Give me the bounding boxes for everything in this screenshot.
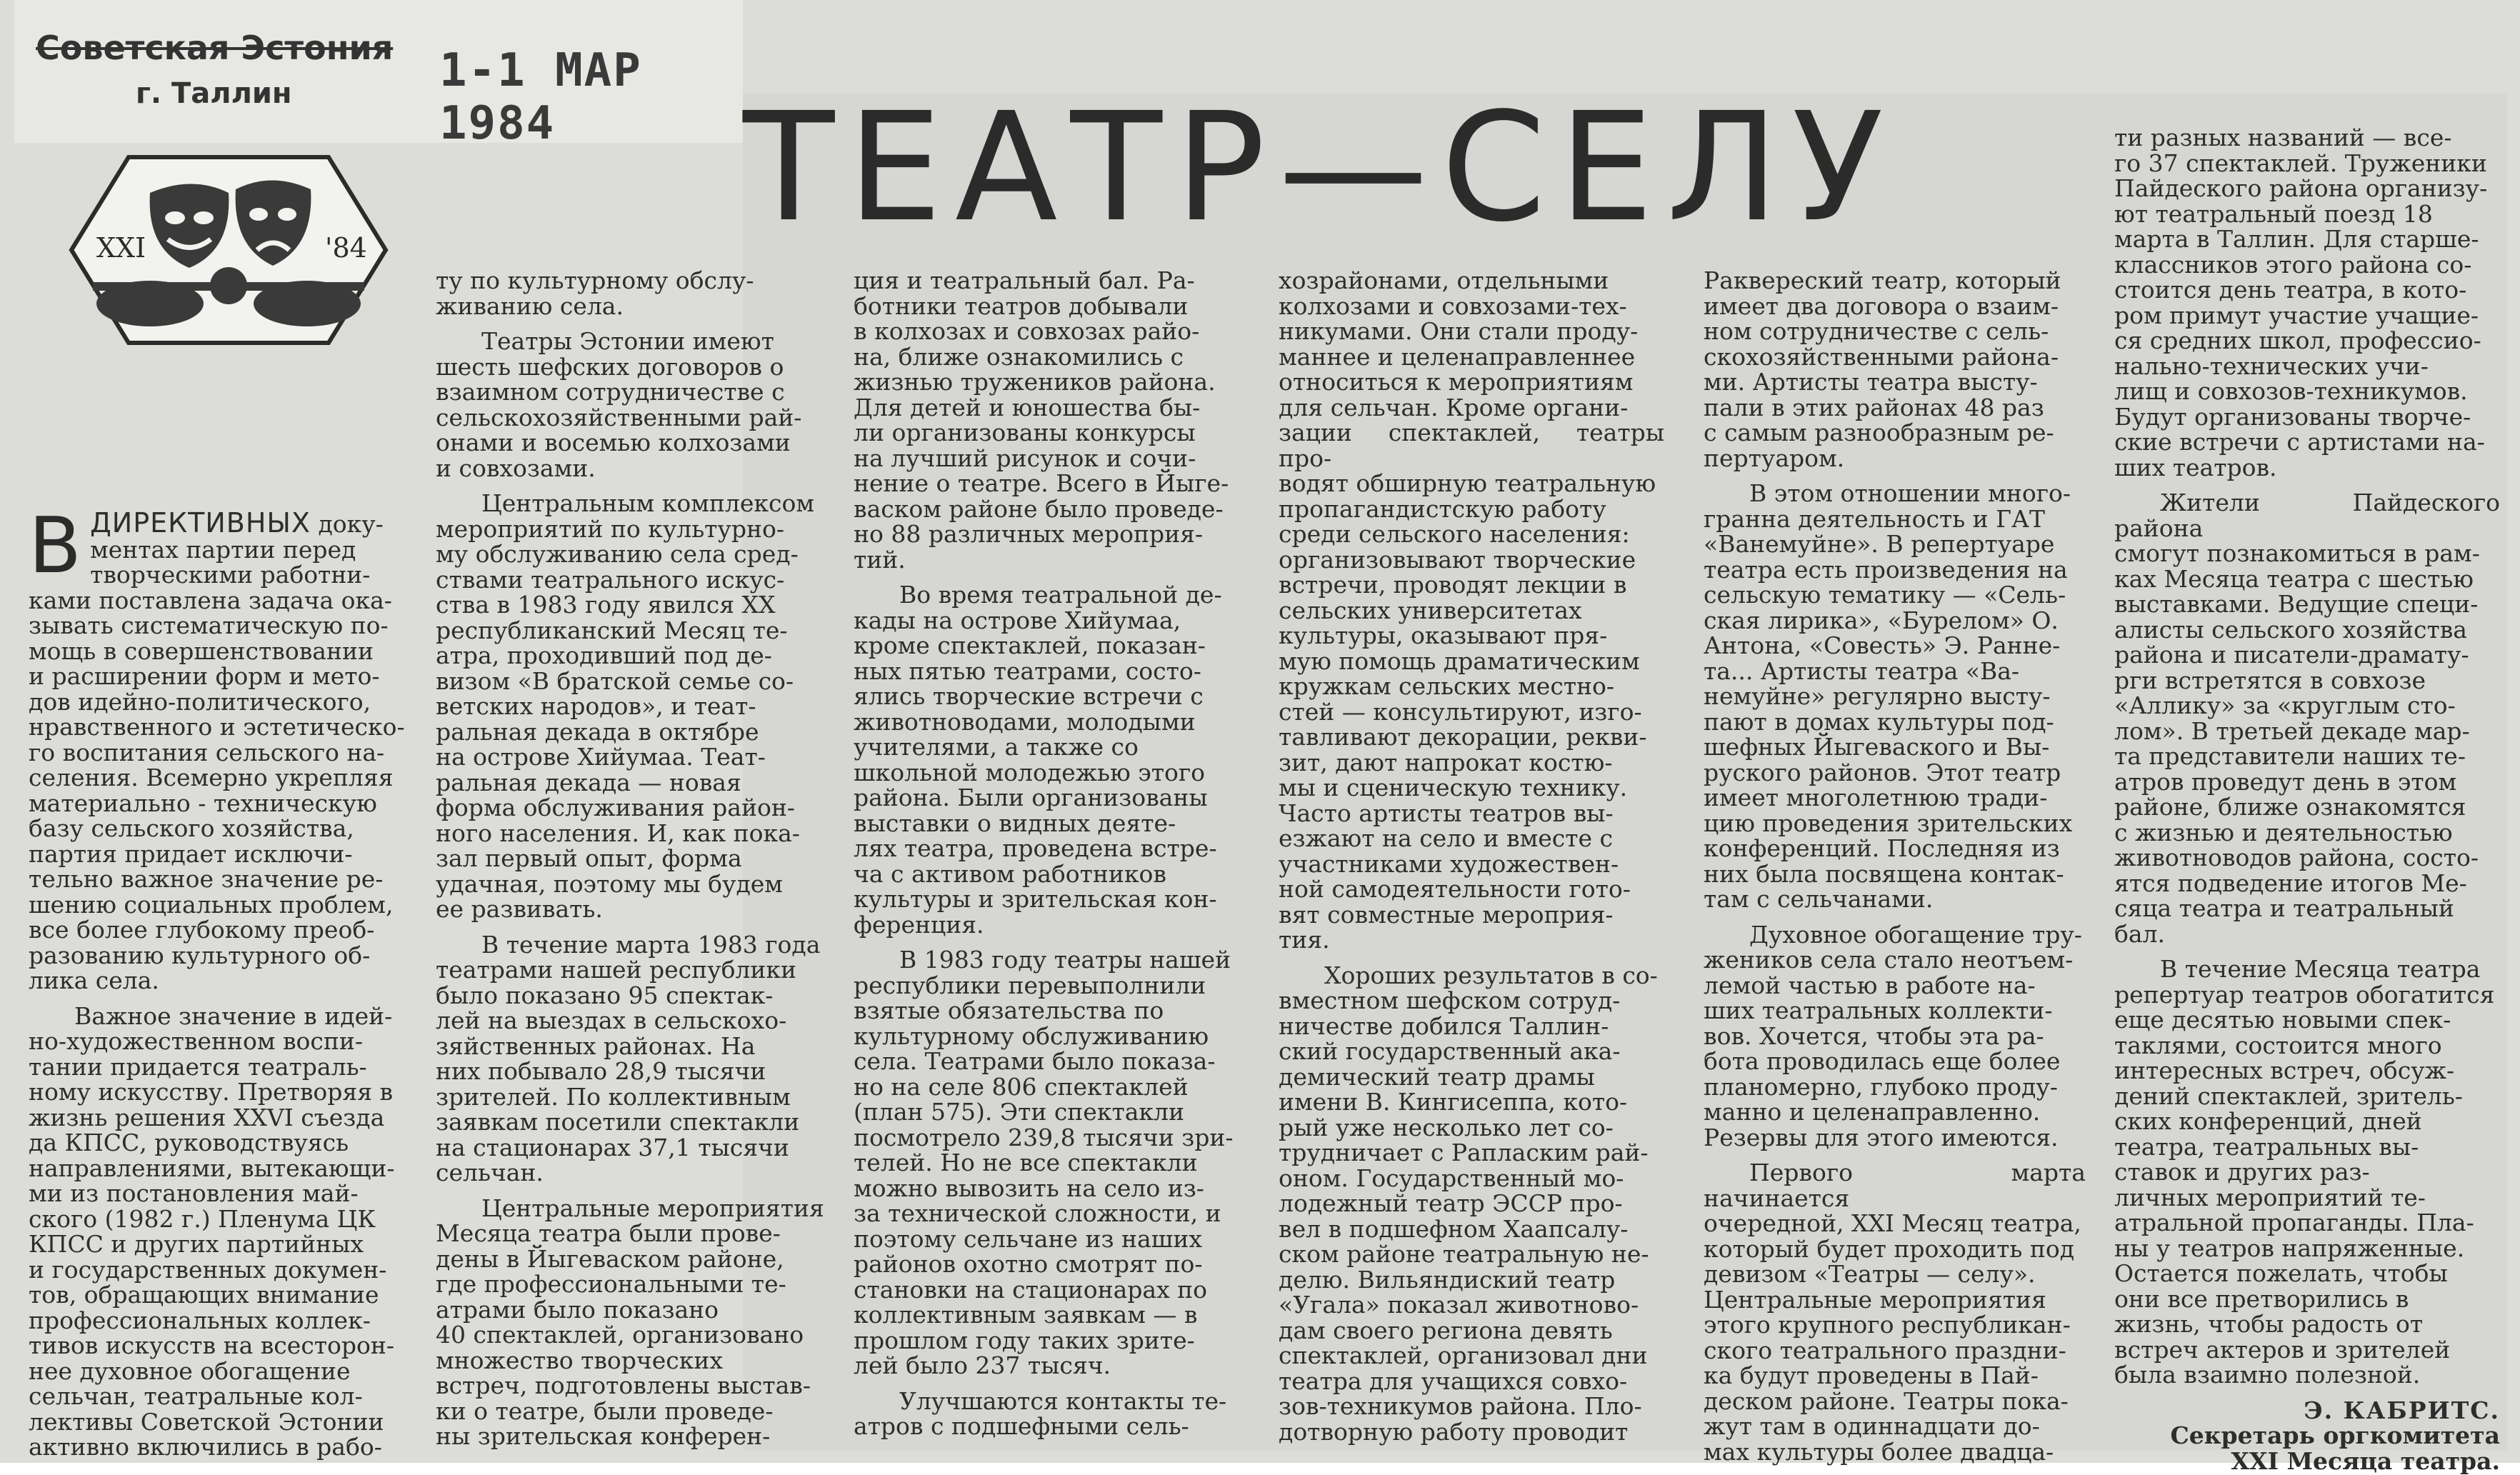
- article-paragraph: ту по культурному обслу- живанию села.: [436, 266, 754, 320]
- article-column-2: [436, 268, 825, 1454]
- article-paragraph: Театры Эстонии имеют шесть шефских договоров о взаимном сотрудничестве с сельскохозяйственными рай- онами и восемью колхозами и совхозами.: [436, 327, 802, 482]
- article-paragraph: ция и театральный бал. Ра- ботники театров добывали в колхозах и совхозах райо- на, ближе ознакомились с жизнью тружеников района. Для детей и юношества бы- ли организованы конкурсы на лучший рисунок и сочи- нение о театре. Всего в Йыге- васком районе было проведе- но 88 различных мероприя- тий.: [854, 266, 1229, 574]
- paragraph-text: доку- ментах партии перед творческими работни- ками поставлена задача ока- зывать систематическую по- мощь в совершенствовании и расширении форм и мето- дов идейно-политического, нравственного и эстетическо- го воспитания сельского на- селения. Всемерно укрепляя материально - техническую базу сельского хозяйства, партия придает исключи- тельно важное значение ре- шению социальных проблем, все более глубокому преоб- разованию культурного об- лика села.: [29, 510, 405, 994]
- theatre-masks-musician-icon: [29, 143, 429, 350]
- article-headline: ТЕАТР—СЕЛУ: [743, 80, 1896, 255]
- article-paragraph: Духовное обогащение тру- жеников села стало неотъем- лемой частью в работе на- ших театральных коллекти- вов. Хочется, чтобы эта ра- бота проводилась еще более планомерно, глубоко проду- манно и целенаправленно. Резервы для этого имеются.: [1704, 920, 2082, 1151]
- article-paragraph: [29, 501, 414, 994]
- signature-title: XXI Месяца театра.: [2231, 1446, 2500, 1475]
- stamp-newspaper-name: Советская Эстония: [36, 29, 394, 67]
- stamp-city: г. Таллин: [136, 77, 292, 110]
- article-column-6: [2114, 124, 2500, 1475]
- article-paragraph: Первого марта начинается очередной, XXI Месяц театра, который будет проходить под девизом «Театры — селу». Центральные мероприятия этого крупного республикан- ского театрального праздни- ка будут проведены в Пай- деском районе. Театры пока- жут там в одиннадцати до- мах культуры более двадца-: [1704, 1159, 2086, 1466]
- article-paragraph: Во время театральной де- кады на острове Хийумаа, кроме спектаклей, показан- ных пятью театрами, состо- ялись творческие встречи с животноводами, молодыми учителями, а также со школьной молодежью этого района. Были организованы выставки о видных деяте- лях театра, проведена встре- ча с активом работников культуры и зрительская кон- ференция.: [854, 581, 1222, 939]
- emblem-right-text: '84: [325, 232, 367, 264]
- clipping-stamp: [14, 0, 743, 150]
- article-paragraph: Важное значение в идей- но-художественном воспи- тании придается театраль- ному искусству. Претворяя в жизнь решения XXVI съезда да КПСС, руководствуясь направлениями, вытекающи- ми из постановления май- ского (1982 г.) Пленума ЦК КПСС и других партийных и государственных докумен- тов, обращающих внимание профессиональных коллек- тивов искусств на всесторон- нее духовное обогащение сельчан, театральные кол- лективы Советской Эстонии активно включились в рабо-: [29, 1001, 395, 1461]
- article-paragraph: Хороших результатов в со- вместном шефском сотруд- ничестве добился Таллин- ский государственный ака- демический театр драмы имени В. Кингисеппа, кото- рый уже несколько лет со- трудничает с Рапласким рай- оном. Государственный мо- лодежный театр ЭССР про- вел в подшефном Хаапсалу- ском районе театральную не- делю. Вильяндиский театр «Угала» показал животново- дам своего региона девять спектаклей, организовал дни театра для учащихся совхо- зов-техникумов района. Пло- дотворную работу проводит: [1279, 961, 1658, 1446]
- dropcap-letter: В: [29, 501, 82, 591]
- article-paragraph: Раквереский театр, который имеет два договора о взаим- ном сотрудничестве с сель- скохозяйственными района- ми. Артисты театра высту- пали в этих районах 48 раз с самым разнообразным ре- пертуаром.: [1704, 266, 2061, 472]
- article-paragraph: ти разных названий — все- го 37 спектаклей. Труженики Пайдеского района организу- ют театральный поезд 18 марта в Таллин. Для старше- классников этого района со- стоится день театра, в кото- ром примут участие учащие- ся средних школ, профессио- нально-технических учи- лищ и совхозов-техникумов. Будут организованы творче- ские встречи с артистами на- ших театров.: [2114, 124, 2488, 481]
- article-paragraph: В 1983 году театры нашей республики перевыполнили взятые обязательства по культурному обслуживанию села. Театрами было показа- но на селе 806 спектаклей (план 575). Эти спектакли посмотрело 239,8 тысячи зри- телей. Но не все спектакли можно вывозить на село из- за технической сложности, и поэтому сельчане из наших районов охотно смотрят по- становки на стационарах по коллективным заявкам — в прошлом году таких зрите- лей было 237 тысяч.: [854, 946, 1234, 1379]
- signature-name: Э. КАБРИТС.: [2304, 1396, 2500, 1424]
- article-paragraph: Жители Пайдеского района смогут познакомиться в рам- ках Месяца театра с шестью выставками. Ведущие специ- алисты сельского хозяйства района и писатели-драмату- рги встретятся в совхозе «Аллику» за «круглым сто- лом». В третьей декаде мар- та представители наших те- атров проведут день в этом районе, ближе ознакомятся с жизнью и деятельностью животноводов района, состо- ятся подведение итогов Ме- сяца театра и театральный бал.: [2114, 489, 2500, 948]
- emblem-left-text: XXI: [96, 232, 146, 264]
- article-column-4: [1279, 268, 1664, 1454]
- article-column-5: [1704, 266, 2086, 1466]
- article-paragraph: В течение марта 1983 года театрами нашей республики было показано 95 спектак- лей на выездах в сельскохо- зяйственных районах. На них побывало 28,9 тысячи зрителей. По коллективным заявкам посетили спектакли на стационарах 37,1 тысячи сельчан.: [436, 930, 821, 1186]
- article-paragraph: В этом отношении много- гранна деятельность и ГАТ «Ванемуйне». В репертуаре театра есть произведения на сельскую тематику — «Сель- ская лирика», «Бурелом» О. Антона, «Совесть» Э. Ранне- та... Артисты театра «Ва- немуйне» регулярно высту- пают в домах культуры под- шефных Йыгеваского и Вы- руского районов. Этот театр имеет многолетнюю тради- цию проведения зрительских конференций. Последняя из них была посвящена контак- там с сельчанами.: [1704, 479, 2073, 913]
- article-paragraph: Центральные мероприятия Месяца театра были прове- дены в Йыгеваском районе, где профессиональными те- атрами было показано 40 спектаклей, организовано множество творческих встреч, подготовлены выстав- ки о театре, были проведе- ны зрительская конферен-: [436, 1194, 824, 1450]
- lead-word: ДИРЕКТИВНЫХ: [90, 507, 311, 539]
- signature-title: Секретарь оргкомитета: [2170, 1421, 2500, 1449]
- article-paragraph: Центральным комплексом мероприятий по культурно- му обслуживанию села сред- ствами театрального искус- ства в 1983 году явился XX республиканский Месяц те- атра, проходивший под де- визом «В братской семье со- ветских народов», и теат- ральная декада в октябре на острове Хийумаа. Теат- ральная декада — новая форма обслуживания район- ного населения. И, как пока- зал первый опыт, форма удачная, поэтому мы будем ее развивать.: [436, 489, 814, 923]
- stamp-date: 1-1 МАР 1984: [439, 44, 642, 150]
- article-paragraph: хозрайонами, отдельными колхозами и совхозами-тех- никумами. Они стали проду- маннее и целенаправленнее относиться к мероприятиям для сельчан. Кроме органи- зации спектаклей, театры про- водят обширную театральную пропагандистскую работу среди сельского населения: организовывают творческие встречи, проводят лекции в сельских университетах культуры, оказывают пря- мую помощь драматическим кружкам сельских местно- стей — консультируют, изго- тавливают декорации, рекви- зит, дают напрокат костю- мы и сценическую технику. Часто артисты театров вы- езжают на село и вместе с участниками художествен- ной самодеятельности гото- вят совместные мероприя- тия.: [1279, 266, 1664, 954]
- article-column-3: [854, 268, 1239, 1454]
- article-paragraph: В течение Месяца театра репертуар театров обогатится еще десятью новыми спек- таклями, состоится много интересных встреч, обсуж- дений спектаклей, зритель- ских конференций, дней театра, театральных вы- ставок и других раз- личных мероприятий те- атральной пропаганды. Пла- ны у театров напряженные. Остается пожелать, чтобы они все претворились в жизнь, чтобы радость от встреч актеров и зрителей была взаимно полезной.: [2114, 955, 2495, 1389]
- article-column-1: [29, 501, 414, 1461]
- article-paragraph: Улучшаются контакты те- атров с подшефными сель-: [854, 1386, 1227, 1440]
